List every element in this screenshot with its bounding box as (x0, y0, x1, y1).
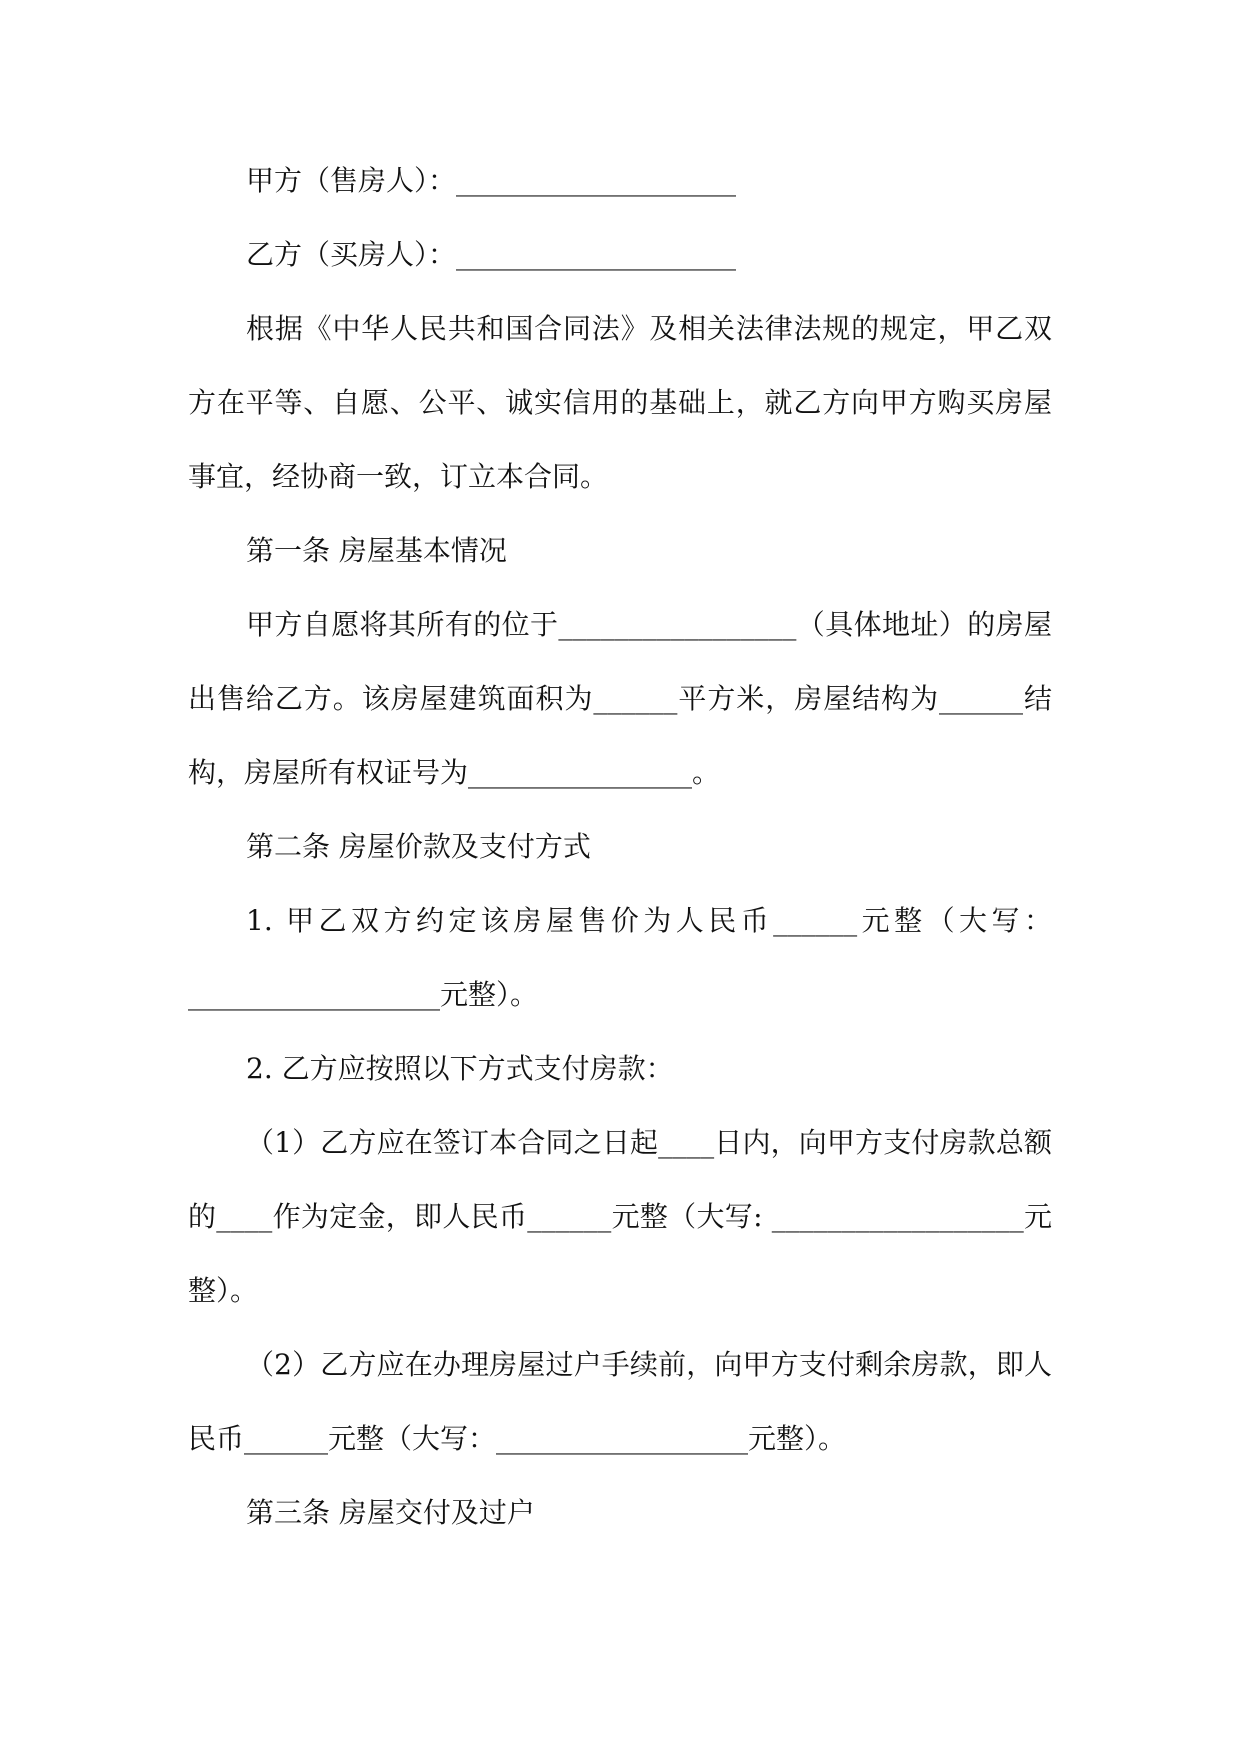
article2-item2: 2. 乙方应按照以下方式支付房款： (246, 1052, 674, 1085)
contract-body (188, 144, 1052, 1550)
article2-heading: 第二条 房屋价款及支付方式 (246, 830, 591, 863)
article2-item2-sub2: （2）乙方应在办理房屋过户手续前，向甲方支付剩余房款，即人民币______元整（大写：__________________元整）。 (188, 1348, 1052, 1455)
article1-body: 甲方自愿将其所有的位于_________________（具体地址）的房屋出售给乙方。该房屋建筑面积为______平方米，房屋结构为______结构，房屋所有权证号为________________。 (188, 608, 1052, 789)
article2-item2-sub1: （1）乙方应在签订本合同之日起____日内，向甲方支付房款总额的____作为定金，即人民币______元整（大写: __________________元整）。 (188, 1126, 1052, 1307)
party-a-line: 甲方（售房人）：____________________ (246, 164, 737, 197)
article1-heading: 第一条 房屋基本情况 (246, 534, 507, 567)
party-b-line: 乙方（买房人）：____________________ (246, 238, 737, 271)
article2-item1: 1. 甲乙双方约定该房屋售价为人民币______元整（大写：__________________元整）。 (188, 904, 1052, 1011)
preamble-paragraph: 根据《中华人民共和国合同法》及相关法律法规的规定，甲乙双方在平等、自愿、公平、诚实信用的基础上，就乙方向甲方购买房屋事宜，经协商一致，订立本合同。 (188, 312, 1052, 493)
article3-heading: 第三条 房屋交付及过户 (246, 1496, 535, 1529)
